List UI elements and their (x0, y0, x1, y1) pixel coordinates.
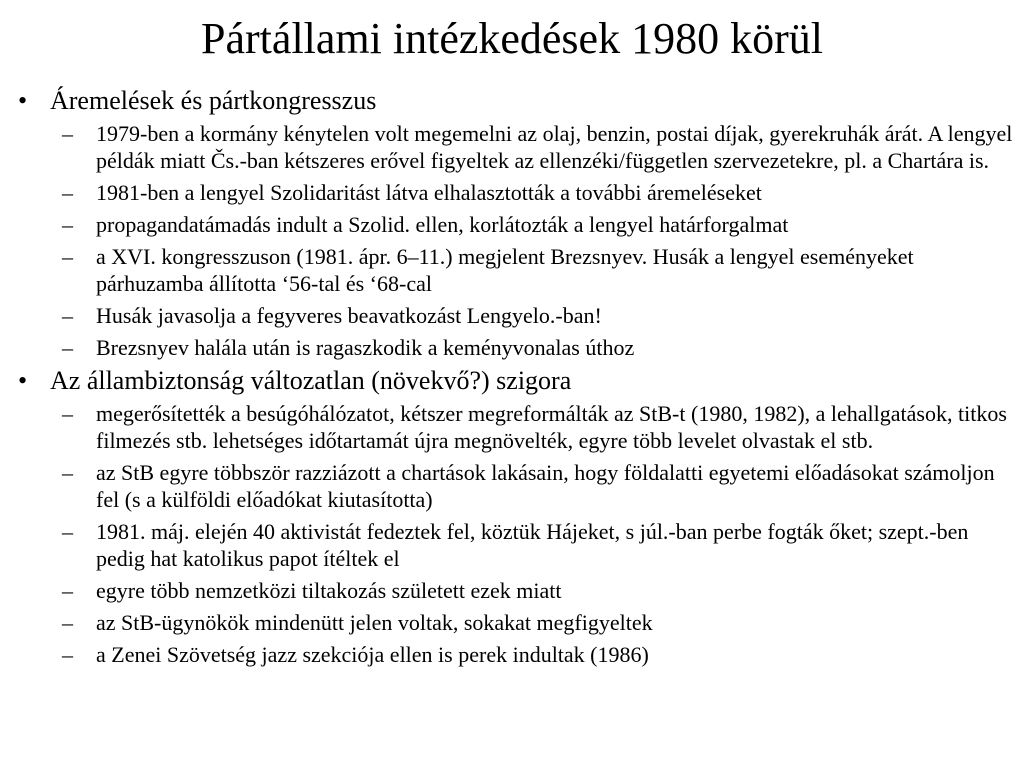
dash-icon: – (62, 642, 73, 667)
sub-item-text: 1979-ben a kormány kénytelen volt megemelni az olaj, benzin, postai díjak, gyerekruhák árát. A lengyel példák miatt Čs.-ban kétszeres erővel figyeltek az ellenzéki/független szervezetekre, pl. a Chartára is. (96, 121, 1013, 173)
sub-item-text: propagandatámadás indult a Szolid. ellen, korlátozták a lengyel határforgalmat (96, 212, 789, 237)
sub-item-text: a Zenei Szövetség jazz szekciója ellen is perek indultak (1986) (96, 642, 649, 667)
bullet-section-1 (18, 86, 1014, 116)
dash-icon: – (62, 212, 73, 237)
sub-item (18, 302, 1014, 329)
sub-item-text: a XVI. kongresszuson (1981. ápr. 6–11.) megjelent Brezsnyev. Husák a lengyel eseményeket párhuzamba állította ‘56-tal és ‘68-cal (96, 244, 914, 296)
bullet-icon: • (18, 366, 28, 395)
sub-item-text: megerősítették a besúgóhálózatot, kétszer megreformálták az StB-t (1980, 1982), a lehallgatások, titkos filmezés stb. lehetséges időtartamát újra megnövelték, egyre több levelet olvastak el stb. (96, 401, 1007, 453)
section-heading: Áremelések és pártkongresszus (50, 86, 377, 115)
sub-item (18, 179, 1014, 206)
slide-body (18, 86, 1014, 673)
sub-item (18, 641, 1014, 668)
dash-icon: – (62, 244, 73, 269)
slide-title: Pártállami intézkedések 1980 körül (201, 14, 823, 63)
sub-item (18, 400, 1014, 454)
dash-icon: – (62, 610, 73, 635)
sub-item (18, 243, 1014, 297)
bullet-section-2 (18, 366, 1014, 396)
dash-icon: – (62, 460, 73, 485)
sub-item-text: Husák javasolja a fegyveres beavatkozást Lengyelo.-ban! (96, 303, 602, 328)
sub-list-2 (18, 400, 1014, 668)
dash-icon: – (62, 578, 73, 603)
sub-item (18, 211, 1014, 238)
dash-icon: – (62, 401, 73, 426)
section-heading: Az állambiztonság változatlan (növekvő?) szigora (50, 366, 572, 395)
sub-item-text: 1981-ben a lengyel Szolidaritást látva elhalasztották a további áremeléseket (96, 180, 762, 205)
dash-icon: – (62, 121, 73, 146)
sub-item (18, 334, 1014, 361)
sub-item (18, 459, 1014, 513)
bullet-icon: • (18, 86, 28, 115)
sub-item (18, 518, 1014, 572)
sub-item (18, 609, 1014, 636)
dash-icon: – (62, 519, 73, 544)
sub-item-text: 1981. máj. elején 40 aktivistát fedeztek fel, köztük Hájeket, s júl.-ban perbe fogták őket; szept.-ben pedig hat katolikus papot ítéltek el (96, 519, 969, 571)
sub-item (18, 120, 1014, 174)
dash-icon: – (62, 303, 73, 328)
sub-item-text: Brezsnyev halála után is ragaszkodik a keményvonalas úthoz (96, 335, 635, 360)
sub-item-text: az StB-ügynökök mindenütt jelen voltak, sokakat megfigyeltek (96, 610, 653, 635)
sub-item (18, 577, 1014, 604)
sub-list-1 (18, 120, 1014, 361)
dash-icon: – (62, 335, 73, 360)
sub-item-text: az StB egyre többször razziázott a chartások lakásain, hogy földalatti egyetemi előadásokat számoljon fel (s a külföldi előadókat kiutasította) (96, 460, 995, 512)
dash-icon: – (62, 180, 73, 205)
sub-item-text: egyre több nemzetközi tiltakozás született ezek miatt (96, 578, 562, 603)
